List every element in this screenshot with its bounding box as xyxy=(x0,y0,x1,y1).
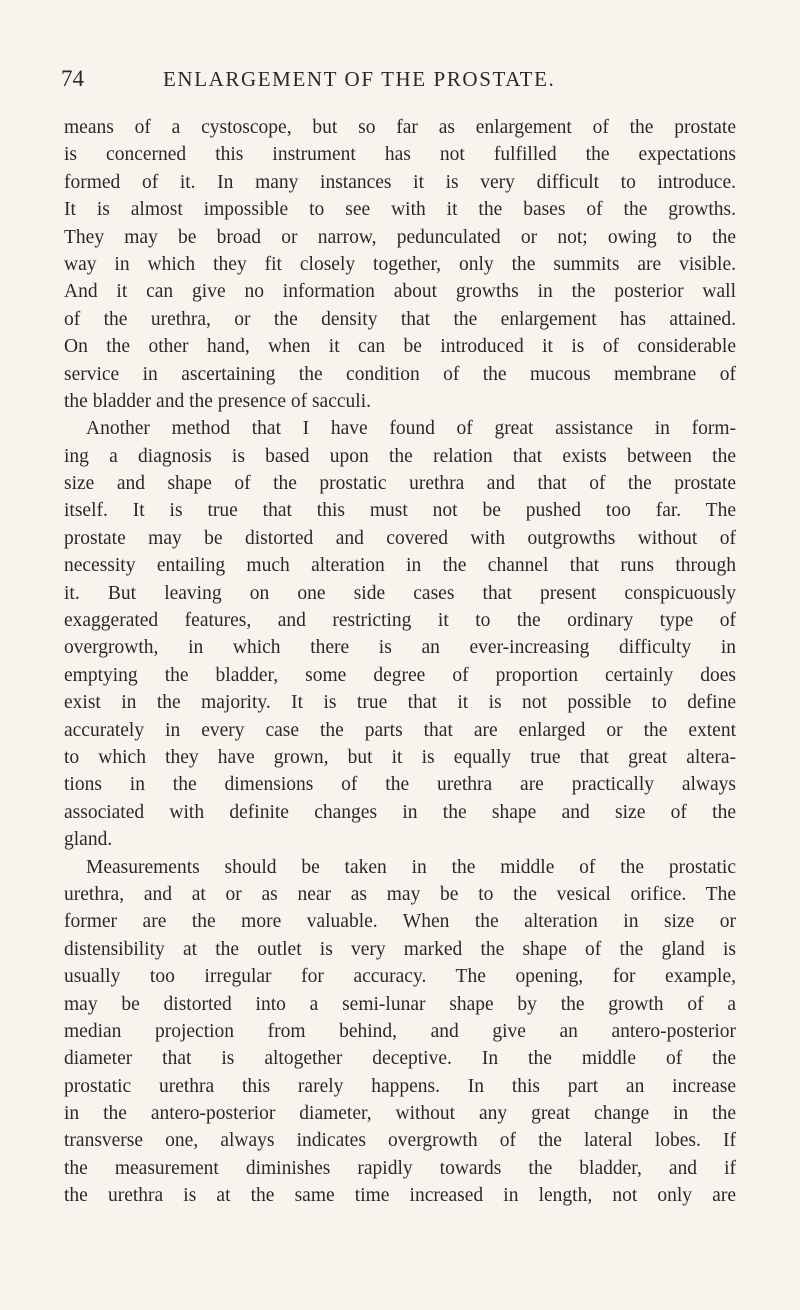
text-line: distensibility at the outlet is very marked the shape of the gland is xyxy=(64,938,736,960)
text-line: associated with definite changes in the shape and size of the xyxy=(64,801,736,823)
text-line: the urethra is at the same time increased in length, not only are xyxy=(64,1185,736,1207)
text-line: is concerned this instrument has not fulfilled the expectations xyxy=(64,144,736,166)
text-line: urethra, and at or as near as may be to the vesical orifice. The xyxy=(64,883,736,905)
text-line: formed of it. In many instances it is very difficult to introduce. xyxy=(64,171,736,193)
text-line: size and shape of the prostatic urethra and that of the prostate xyxy=(64,473,736,495)
text-line: emptying the bladder, some degree of proportion certainly does xyxy=(64,664,736,686)
text-line: the measurement diminishes rapidly towards the bladder, and if xyxy=(64,1157,736,1179)
text-line: Another method that I have found of great assistance in form- xyxy=(86,418,736,440)
text-line: diameter that is altogether deceptive. In the middle of the xyxy=(64,1048,736,1070)
text-line: necessity entailing much alteration in the channel that runs through xyxy=(64,555,736,577)
text-line: And it can give no information about growths in the posterior wall xyxy=(64,281,736,303)
text-line: may be distorted into a semi-lunar shape by the growth of a xyxy=(64,993,736,1015)
body-text xyxy=(64,114,736,1210)
text-line: exist in the majority. It is true that it is not possible to define xyxy=(64,692,736,714)
text-line: to which they have grown, but it is equally true that great altera- xyxy=(64,746,736,768)
page-header xyxy=(61,64,743,94)
text-line: prostatic urethra this rarely happens. In this part an increase xyxy=(64,1075,736,1097)
text-line: transverse one, always indicates overgrowth of the lateral lobes. If xyxy=(64,1130,736,1152)
text-line: tions in the dimensions of the urethra are practically always xyxy=(64,774,736,796)
text-line: means of a cystoscope, but so far as enlargement of the prostate xyxy=(64,117,736,138)
text-line: in the antero-posterior diameter, without any great change in the xyxy=(64,1103,736,1125)
text-line: It is almost impossible to see with it the bases of the growths. xyxy=(64,199,736,221)
text-line: They may be broad or narrow, pedunculated or not; owing to the xyxy=(64,226,736,248)
text-line: On the other hand, when it can be introduced it is of considerable xyxy=(64,336,736,358)
text-line: of the urethra, or the density that the enlargement has attained. xyxy=(64,308,736,330)
text-line: exaggerated features, and restricting it to the ordinary type of xyxy=(64,610,736,632)
text-line: ing a diagnosis is based upon the relation that exists between the xyxy=(64,445,736,467)
text-line: gland. xyxy=(64,829,113,851)
text-line: prostate may be distorted and covered with outgrowths without of xyxy=(64,527,736,549)
text-line: itself. It is true that this must not be pushed too far. The xyxy=(64,500,736,522)
running-head: ENLARGEMENT OF THE PROSTATE. xyxy=(163,67,556,91)
text-line: the bladder and the presence of sacculi. xyxy=(64,390,371,412)
text-line: overgrowth, in which there is an ever-increasing difficulty in xyxy=(64,637,736,659)
text-line: accurately in every case the parts that are enlarged or the extent xyxy=(64,719,736,741)
text-line: Measurements should be taken in the middle of the prostatic xyxy=(86,856,736,878)
text-line: service in ascertaining the condition of the mucous membrane of xyxy=(64,363,736,385)
text-line: way in which they fit closely together, only the summits are visible. xyxy=(64,253,736,275)
text-line: it. But leaving on one side cases that present conspicuously xyxy=(64,582,736,604)
text-line: median projection from behind, and give an antero-posterior xyxy=(64,1020,736,1042)
text-line: usually too irregular for accuracy. The opening, for example, xyxy=(64,966,736,988)
text-line: former are the more valuable. When the alteration in size or xyxy=(64,911,736,933)
page-number: 74 xyxy=(61,66,84,91)
